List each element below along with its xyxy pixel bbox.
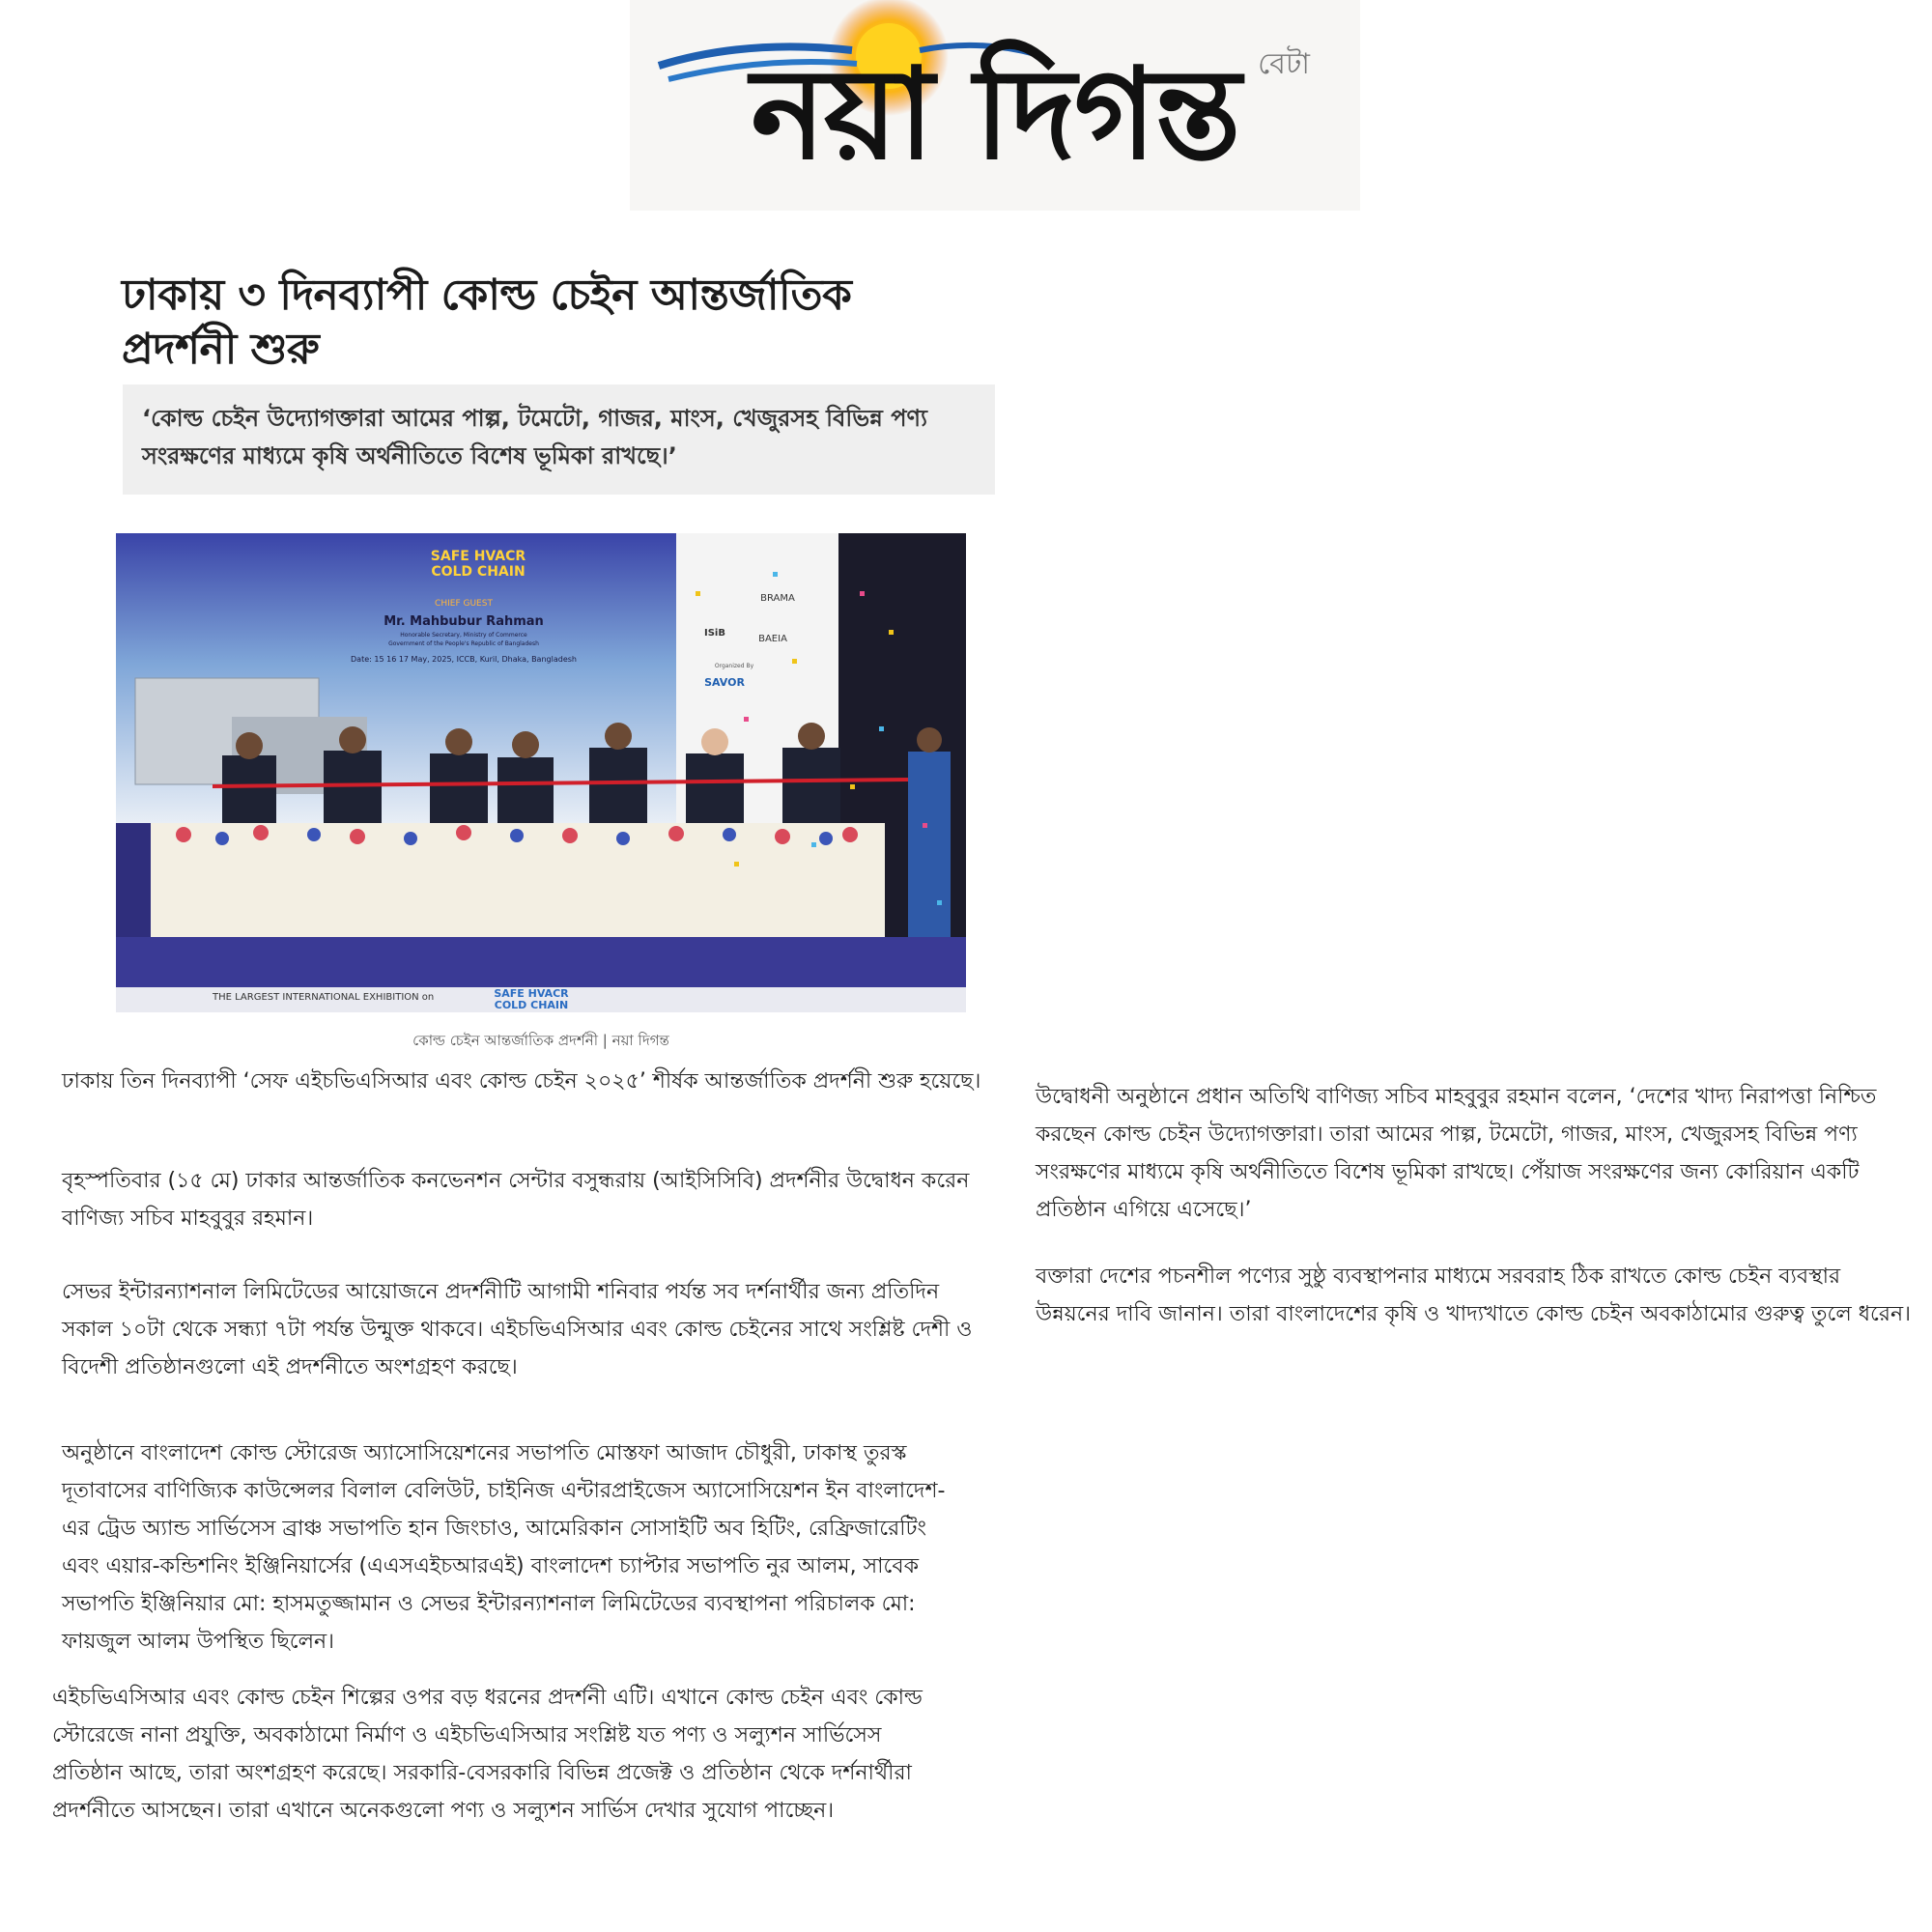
banner-chief-guest-gov: Government of the People's Republic of Bangladesh [388,640,539,647]
banner-chief-guest-name: Mr. Mahbubur Rahman [384,614,544,629]
sponsor-baeia: BAEIA [758,634,787,644]
body-paragraph: উদ্বোধনী অনুষ্ঠানে প্রধান অতিথি বাণিজ্য সচিব মাহবুবুর রহমান বলেন, ‘দেশের খাদ্য নিরাপত্তা নিশ্চিত করছেন কোল্ড চেইন উদ্যোগক্তারা। তারা আমের পাল্প, টমেটো, গাজর, মাংস, খেজুরসহ বিভিন্ন পণ্য সংরক্ষণের মাধ্যমে কৃষি অর্থনীতিতে বিশেষ ভূমিকা রাখছে। পেঁয়াজ সংরক্ষণের জন্য কোরিয়ান একটি প্রতিষ্ঠান এগিয়ে এসেছে।’ [1036,1085,1877,1222]
masthead-logo[interactable] [630,0,1360,211]
banner-date-line: Date: 15 16 17 May, 2025, ICCB, Kuril, Dhaka, Bangladesh [351,655,577,664]
organized-by-label: Organized By [714,663,754,669]
sponsor-brama: BRAMA [760,593,795,604]
body-paragraph: ঢাকায় তিন দিনব্যাপী ‘সেফ এইচভিএসিআর এবং কোল্ড চেইন ২০২৫’ শীর্ষক আন্তর্জাতিক প্রদর্শনী শুরু হয়েছে। [62,1069,981,1094]
organizer-logo: SAVOR [704,676,745,689]
body-paragraph: সেভর ইন্টারন্যাশনাল লিমিটেডের আয়োজনে প্রদর্শনীটি আগামী শনিবার পর্যন্ত সব দর্শনার্থীর জন্য প্রতিদিন সকাল ১০টা থেকে সন্ধ্যা ৭টা পর্যন্ত উন্মুক্ত থাকবে। এইচভিএসিআর এবং কোল্ড চেইনের সাথে সংশ্লিষ্ট দেশী ও বিদেশী প্রতিষ্ঠানগুলো এই প্রদর্শনীতে অংশগ্রহণ করছে। [62,1280,973,1379]
stage-front-text: THE LARGEST INTERNATIONAL EXHIBITION on [213,992,435,1003]
body-paragraph: বক্তারা দেশের পচনশীল পণ্যের সুষ্ঠু ব্যবস্থাপনার মাধ্যমে সরবরাহ ঠিক রাখতে কোল্ড চেইন ব্যবস্থার উন্নয়নের দাবি জানান। তারা বাংলাদেশের কৃষি ও খাদ্যখাতে কোল্ড চেইন অবকাঠামোর গুরুত্ব তুলে ধরেন। [1036,1264,1911,1326]
banner-chief-guest-label: CHIEF GUEST [435,599,493,609]
article-photo[interactable] [116,533,966,1012]
article-headline: ঢাকায় ৩ দিনব্যাপী কোল্ড চেইন আন্তর্জাতিক প্রদর্শনী শুরু [122,270,852,374]
banner-chief-guest-title: Honorable Secretary, Ministry of Commerce [400,632,527,639]
article-lead-quote: ‘কোল্ড চেইন উদ্যোগক্তারা আমের পাল্প, টমেটো, গাজর, মাংস, খেজুরসহ বিভিন্ন পণ্য সংরক্ষণের মাধ্যমে কৃষি অর্থনীতিতে বিশেষ ভূমিকা রাখছে।’ [123,384,995,495]
body-paragraph: অনুষ্ঠানে বাংলাদেশ কোল্ড স্টোরেজ অ্যাসোসিয়েশনের সভাপতি মোস্তফা আজাদ চৌধুরী, ঢাকাস্থ তুরস্ক দূতাবাসের বাণিজ্যিক কাউন্সেলর বিলাল বেলিউট, চাইনিজ এন্টারপ্রাইজেস অ্যাসোসিয়েশন ইন বাংলাদেশ-এর ট্রেড অ্যান্ড সার্ভিসেস ব্রাঞ্চ সভাপতি হান জিংচাও, আমেরিকান সোসাইটি অব হিটিং, রেফ্রিজারেটিং এবং এয়ার-কন্ডিশনিং ইঞ্জিনিয়ার্সের (এএসএইচআরএই) বাংলাদেশ চ্যাপ্টার সভাপতি নুর আলম, সাবেক সভাপতি ইঞ্জিনিয়ার মো: হাসমতুজ্জামান ও সেভর ইন্টারন্যাশনাল লিমিটেডের ব্যবস্থাপনা পরিচালক মো: ফায়জুল আলম উপস্থিত ছিলেন। [62,1441,946,1654]
sponsor-isib: ISiB [704,628,725,639]
logo-wordmark: নয়া দিগন্ত [751,40,1239,187]
photo-caption: কোল্ড চেইন আন্তর্জাতিক প্রদর্শনী | নয়া দিগন্ত [412,1032,669,1049]
banner-event-logo: SAFE HVACR COLD CHAIN [430,549,526,580]
body-paragraph: এইচভিএসিআর এবং কোল্ড চেইন শিল্পের ওপর বড় ধরনের প্রদর্শনী এটি। এখানে কোল্ড চেইন এবং কোল্ড স্টোরেজে নানা প্রযুক্তি, অবকাঠামো নির্মাণ ও এইচভিএসিআর সংশ্লিষ্ট যত পণ্য ও সল্যুশন সার্ভিসেস প্রতিষ্ঠান আছে, তারা অংশগ্রহণ করেছে। সরকারি-বেসরকারি বিভিন্ন প্রজেক্ট ও প্রতিষ্ঠান থেকে দর্শনার্থীরা প্রদর্শনীতে আসছেন। তারা এখানে অনেকগুলো পণ্য ও সল্যুশন সার্ভিস দেখার সুযোগ পাচ্ছেন। [52,1686,923,1823]
beta-label: বেটা [1258,47,1310,81]
body-paragraph: বৃহস্পতিবার (১৫ মে) ঢাকার আন্তর্জাতিক কনভেনশন সেন্টার বসুন্ধরায় (আইসিসিবি) প্রদর্শনীর উদ্বোধন করেন বাণিজ্য সচিব মাহবুবুর রহমান। [62,1169,970,1231]
stage-front-logo: SAFE HVACR COLD CHAIN [494,987,569,1011]
